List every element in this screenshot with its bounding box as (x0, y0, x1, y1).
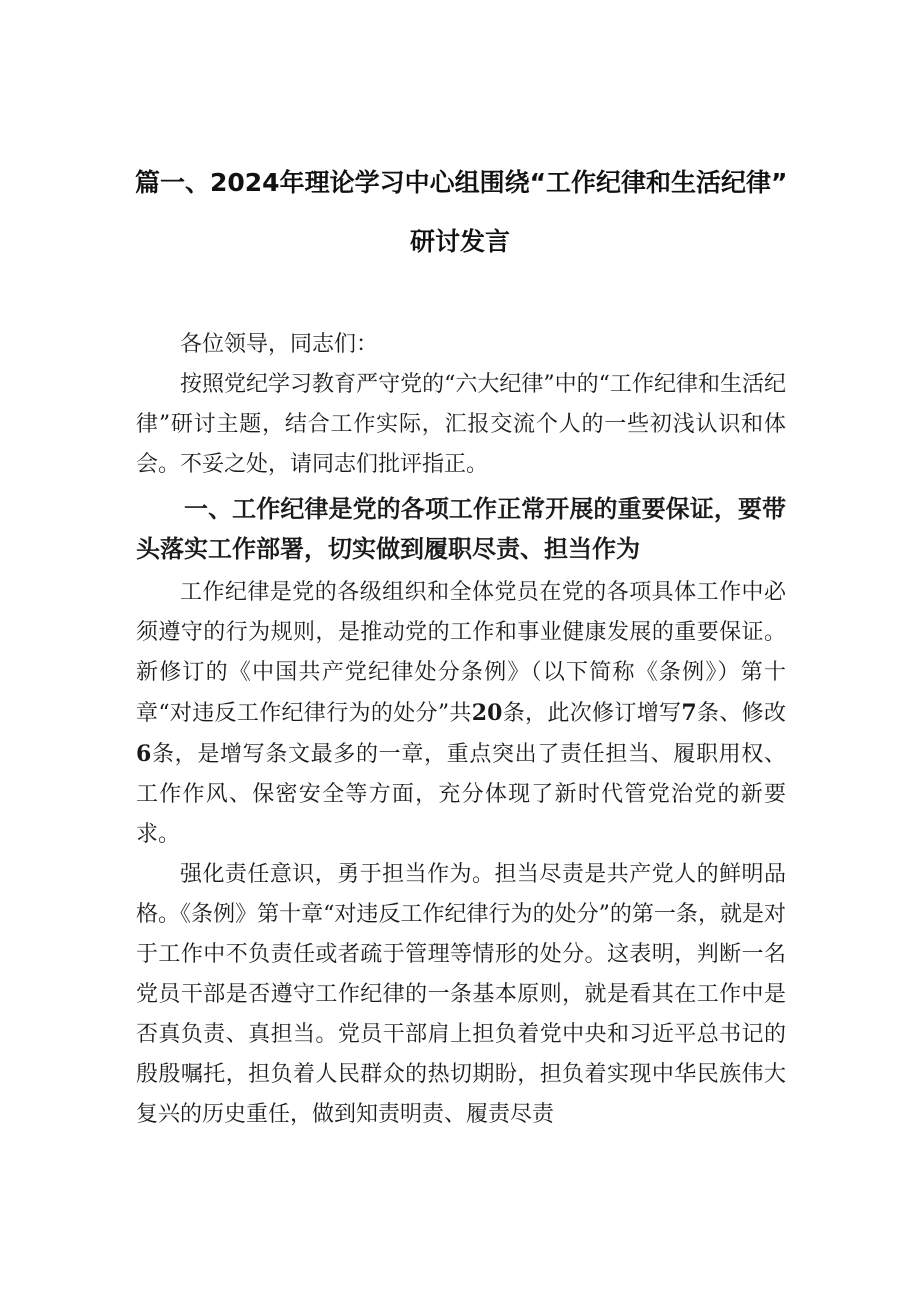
paragraph-1-text-b: 条，此次修订增写 (502, 701, 682, 726)
document-body (136, 325, 786, 1135)
paragraph-1-text-a: 工作纪律是党的各级组织和全体党员在党的各项具体工作中必须遵守的行为规则，是推动党的工作和事业健康发展的重要保证。新修订的《中国共产党纪律处分条例》（以下简称《条例》）第十章“对违反工作纪律行为的处分”共 (136, 580, 786, 726)
paragraph-1-text-d: 条，是增写条文最多的一章，重点突出了责任担当、履职用权、工作作风、保密安全等方面，充分体现了新时代管党治党的新要求。 (136, 742, 786, 847)
intro-paragraph: 按照党纪学习教育严守党的“六大纪律”中的“工作纪律和生活纪律”研讨主题，结合工作实际，汇报交流个人的一些初浅认识和体会。不妥之处，请同志们批评指正。 (136, 372, 786, 477)
section-heading-1: 一、工作纪律是党的各项工作正常开展的重要保证，要带头落实工作部署，切实做到履职尽责、担当作为 (136, 495, 786, 563)
salutation: 各位领导，同志们： (180, 332, 379, 357)
paragraph-1-number-7: 7 (681, 700, 697, 726)
paragraph-1-number-20: 20 (471, 700, 503, 726)
paragraph-1-text-c: 条、修改 (696, 701, 786, 726)
paragraph-2: 强化责任意识，勇于担当作为。担当尽责是共产党人的鲜明品格。《条例》第十章“对违反工作纪律行为的处分”的第一条，就是对于工作中不负责任或者疏于管理等情形的处分。这表明，判断一名党员干部是否遵守工作纪律的一条基本原则，就是看其在工作中是否真负责、真担当。党员干部肩上担负着党中央和习近平总书记的殷殷嘱托，担负着人民群众的热切期盼，担负着实现中华民族伟大复兴的历史重任，做到知责明责、履责尽责 (136, 862, 786, 1127)
document-title-line-1: 篇一、2024年理论学习中心组围绕“工作纪律和生活纪律” (135, 168, 788, 197)
document-title-line-2: 研讨发言 (409, 227, 510, 256)
paragraph-1 (136, 573, 786, 855)
paragraph-1-number-6: 6 (136, 741, 152, 767)
